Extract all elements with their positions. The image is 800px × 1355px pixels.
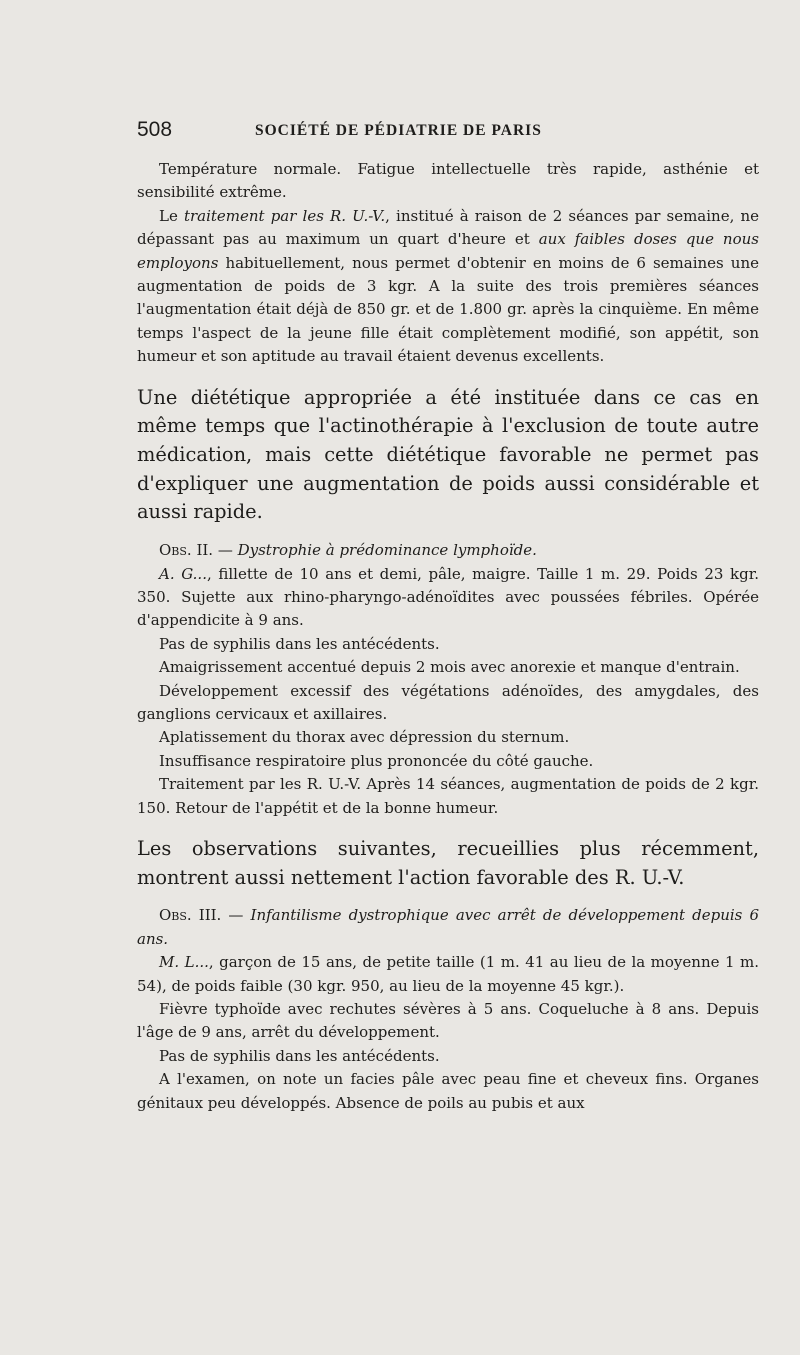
italic-run: traitement par les R. U.-V. — [183, 206, 386, 225]
italic-run: aux faibles doses que nous employons — [137, 230, 759, 272]
text-run: habituellement, nous permet d'obtenir en moins de 6 semaines une augmentation de poids de 3 kgr. A la suite des trois premières séances l'augmentation était déjà de 850 gr. et de 1.800 gr. après la cinquième. En même temps l'aspect de la jeune fille était complètement modifié, son appétit, son humeur et son aptitude au travail étaient devenus excellents. — [137, 253, 759, 366]
observation-2-patient — [137, 563, 759, 633]
paragraph-dietetics: Une diététique appropriée a été instituée dans ce cas en même temps que l'actinothérapie à l'exclusion de toute autre médication, mais cette diététique favorable ne permet pas d'expliquer une augmentation de poids aussi considérable et aussi rapide. — [137, 385, 759, 524]
text-run: , fillette de 10 ans et demi, pâle, maigre. Taille 1 m. 29. Poids 23 kgr. 350. Sujette aux rhino-pharyngo-adénoïdites avec poussées fébriles. Opérée d'appendicite à 9 ans. — [137, 564, 760, 630]
paragraph-treatment — [137, 205, 759, 369]
paragraph-temperature: Température normale. Fatigue intellectuelle très rapide, asthénie et sensibilité extrême. — [137, 160, 759, 202]
observation-3-heading — [137, 904, 759, 951]
observation-label: Obs. III. — — [159, 906, 251, 925]
text-run: , garçon de 15 ans, de petite taille (1 m. 41 au lieu de la moyenne 1 m. 54), de poids faible (30 kgr. 950, au lieu de la moyenne 45 kgr.). — [137, 953, 759, 995]
observation-2-heading — [137, 539, 759, 562]
page-body — [137, 158, 759, 1115]
observation-2-line: Développement excessif des végétations adénoïdes, des amygdales, des ganglions cervicaux et axillaires. — [137, 681, 759, 724]
page-number: 508 — [137, 118, 173, 141]
observation-2-line: Pas de syphilis dans les antécédents. — [159, 634, 440, 653]
observation-2-line: Aplatissement du thorax avec dépression du sternum. — [159, 728, 570, 747]
patient-name: A. G... — [159, 564, 207, 583]
page-header — [137, 118, 757, 148]
observation-2-line: Traitement par les R. U.-V. Après 14 séances, augmentation de poids de 2 kgr. 150. Retour de l'appétit et de la bonne humeur. — [137, 775, 759, 817]
observation-2-line: Insuffisance respiratoire plus prononcée du côté gauche. — [159, 751, 594, 770]
observation-3-line: A l'examen, on note un facies pâle avec peau fine et cheveux fins. Organes génitaux peu développés. Absence de poils au pubis et aux — [137, 1070, 759, 1112]
observation-3-line: Fièvre typhoïde avec rechutes sévères à 5 ans. Coqueluche à 8 ans. Depuis l'âge de 9 ans, arrêt du développement. — [137, 1000, 759, 1042]
observation-label: Obs. II. — — [159, 541, 238, 560]
text-run: Le — [159, 206, 184, 225]
observation-2-line: Amaigrissement accentué depuis 2 mois avec anorexie et manque d'entrain. — [159, 658, 740, 677]
running-head: SOCIÉTÉ DE PÉDIATRIE DE PARIS — [255, 122, 542, 139]
text-run: , institué à raison de 2 séances par semaine, ne dépassant pas au maximum un quart d'heure et — [137, 206, 759, 249]
observation-3-patient — [137, 951, 759, 998]
paragraph-recent-observations: Les observations suivantes, recueillies plus récemment, montrent aussi nettement l'action favorable des R. U.-V. — [137, 837, 759, 889]
patient-name: M. L... — [159, 953, 209, 972]
observation-title: Infantilisme dystrophique avec arrêt de développement depuis 6 ans. — [137, 906, 759, 948]
observation-title: Dystrophie à prédominance lymphoïde. — [237, 541, 537, 560]
observation-3-line: Pas de syphilis dans les antécédents. — [159, 1046, 440, 1065]
